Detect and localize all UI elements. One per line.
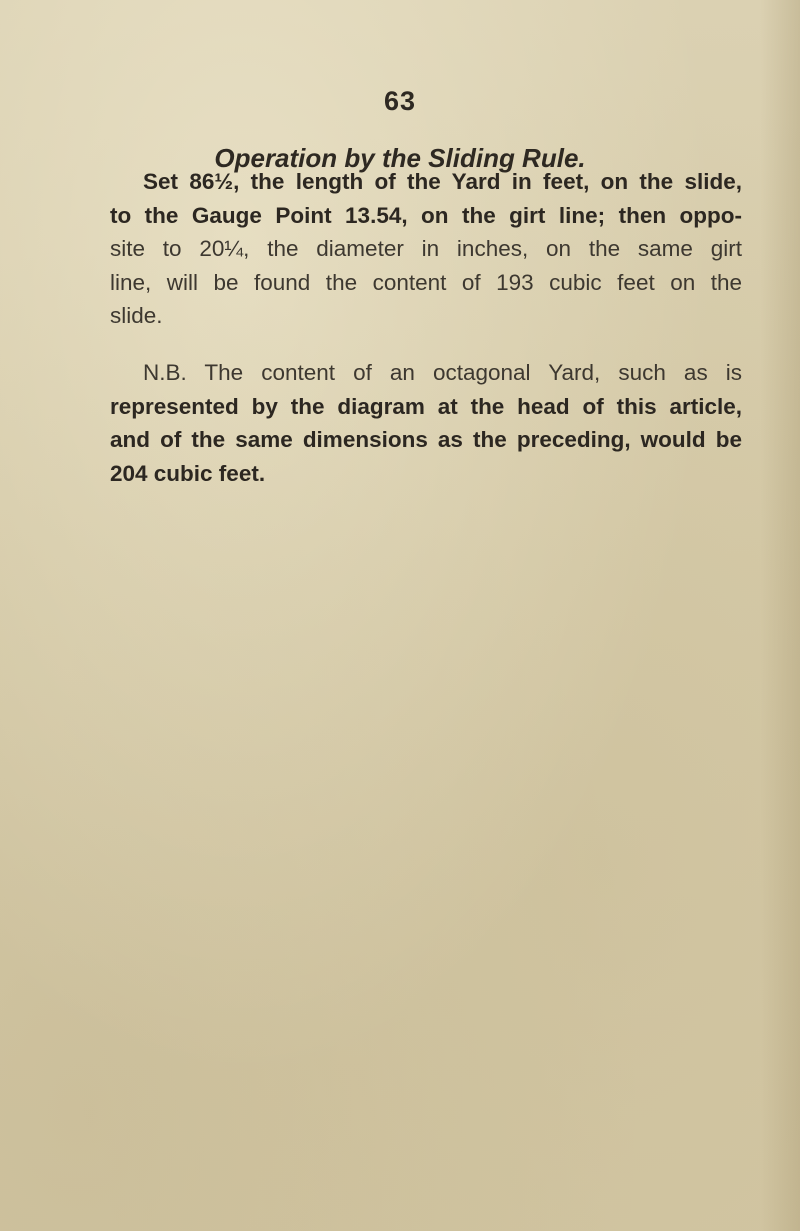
page-number: 63 — [383, 86, 417, 116]
paragraph-line: 204 cubic feet. — [110, 460, 266, 486]
section-title: Operation by the Sliding Rule. — [214, 143, 586, 173]
paragraph-line: Set 86½, the length of the Yard in feet, on the slide, — [143, 169, 742, 194]
page-edge-shade — [760, 0, 800, 1231]
paragraph-line: site to 20¼, the diameter in inches, on the same girt — [110, 236, 742, 261]
paragraph-line: line, will be found the content of 193 cubic feet on the — [110, 269, 742, 295]
paragraph-line: and of the same dimensions as the preceding, would be — [110, 427, 742, 452]
paragraph-line: slide. — [110, 303, 163, 328]
paragraph-line: represented by the diagram at the head of this article, — [110, 393, 742, 419]
paragraph-1 — [110, 165, 742, 333]
paragraph-2 — [110, 356, 742, 490]
paragraph-line: N.B. The content of an octagonal Yard, such as is — [143, 360, 742, 385]
paragraph-line: to the Gauge Point 13.54, on the girt line; then oppo- — [110, 202, 742, 228]
